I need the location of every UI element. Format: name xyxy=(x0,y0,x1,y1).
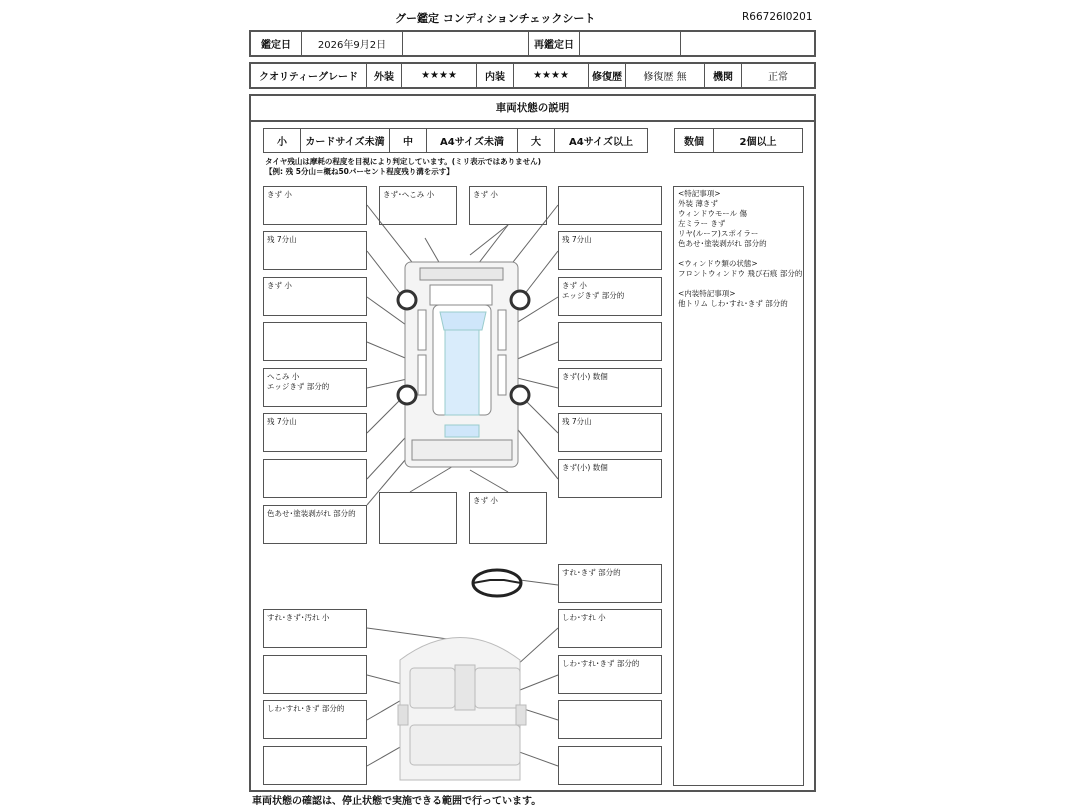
interior-label: 内装 xyxy=(477,63,514,88)
interior-note-item: 他トリム しわ･すれ･きず 部分的 xyxy=(678,299,788,308)
sheet-title: グー鑑定 コンディションチェックシート xyxy=(395,12,596,25)
interior-box-right-3 xyxy=(558,700,662,739)
special-note-item: 色あせ･塗装剥がれ 部分的 xyxy=(678,239,767,248)
damage-box-right-3: きず 小 エッジきず 部分的 xyxy=(558,277,662,316)
interior-box-right-4 xyxy=(558,746,662,785)
tire-box-front-right: 残 7分山 xyxy=(558,231,662,270)
interior-notes-header: <内装特記事項> xyxy=(678,289,736,298)
legend-medium-desc: A4サイズ未満 xyxy=(427,129,518,153)
special-notes-header: <特記事項> xyxy=(678,189,721,198)
legend-small: 小 xyxy=(264,129,301,153)
legend-large-desc: A4サイズ以上 xyxy=(555,129,648,153)
damage-box-right-5: きず(小) 数個 xyxy=(558,368,662,407)
tire-note-line-2: 【例: 残 5分山＝概ね50パーセント程度残り溝を示す】 xyxy=(265,167,454,176)
tire-box-rear-right: 残 7分山 xyxy=(558,413,662,452)
damage-box-front-far-right xyxy=(558,186,662,225)
interior-stars: ★★★★ xyxy=(514,63,589,88)
damage-box-front-center: きず･へこみ 小 xyxy=(379,186,457,225)
damage-box-left-5: へこみ 小 エッジきず 部分的 xyxy=(263,368,367,407)
exterior-stars: ★★★★ xyxy=(402,63,477,88)
tire-box-rear-left: 残 7分山 xyxy=(263,413,367,452)
footer-note: 車両状態の確認は、停止状態で実施できる範囲で行っています。 xyxy=(252,796,542,807)
legend-large: 大 xyxy=(518,129,555,153)
damage-box-right-7: きず(小) 数個 xyxy=(558,459,662,498)
repair-history-value: 修復歴 無 xyxy=(626,63,705,88)
legend-count-desc: 2個以上 xyxy=(714,129,803,153)
appraisal-date-value: 2026年9月2日 xyxy=(302,31,403,56)
section-title: 車両状態の説明 xyxy=(251,96,814,122)
appraisal-date-label: 鑑定日 xyxy=(250,31,302,56)
engine-label: 機関 xyxy=(705,63,742,88)
special-notes-panel xyxy=(673,186,804,786)
damage-box-rear-left: 色あせ･塗装剥がれ 部分的 xyxy=(263,505,367,544)
damage-box-rear-center-right: きず 小 xyxy=(469,492,547,544)
interior-box-left-2 xyxy=(263,655,367,694)
damage-box-front-left: きず 小 xyxy=(263,186,367,225)
special-note-item: 外装 薄きず xyxy=(678,199,718,208)
steering-wheel-icon xyxy=(473,570,521,596)
damage-box-left-4 xyxy=(263,322,367,361)
interior-box-left-4 xyxy=(263,746,367,785)
exterior-label: 外装 xyxy=(367,63,402,88)
damage-box-rear-center-left xyxy=(379,492,457,544)
interior-box-right-1: しわ･すれ 小 xyxy=(558,609,662,648)
reappraisal-date-label: 再鑑定日 xyxy=(529,31,580,56)
document-number: R66726I0201 xyxy=(742,11,813,23)
damage-box-right-4 xyxy=(558,322,662,361)
special-note-item: 左ミラー きず xyxy=(678,219,726,228)
damage-box-front-right: きず 小 xyxy=(469,186,547,225)
legend-count: 数個 xyxy=(675,129,714,153)
interior-box-left-3: しわ･すれ･きず 部分的 xyxy=(263,700,367,739)
interior-box-left-1: すれ･きず･汚れ 小 xyxy=(263,609,367,648)
car-exterior-topview xyxy=(405,262,518,467)
legend-medium: 中 xyxy=(390,129,427,153)
window-notes-header: <ウィンドウ類の状態> xyxy=(678,259,758,268)
special-note-item: リヤ(ルーフ)スポイラー xyxy=(678,229,759,238)
special-note-item: ウィンドウモール 傷 xyxy=(678,209,747,218)
window-note-item: フロントウィンドウ 飛び石痕 部分的 xyxy=(678,269,803,278)
tire-box-front-left: 残 7分山 xyxy=(263,231,367,270)
legend-small-desc: カードサイズ未満 xyxy=(301,129,390,153)
steering-box: すれ･きず 部分的 xyxy=(558,564,662,603)
tire-note-line-1: タイヤ残山は摩耗の程度を目視により判定しています。(ミリ表示ではありません) xyxy=(265,157,542,166)
car-interior-layout xyxy=(398,638,526,781)
damage-box-left-3: きず 小 xyxy=(263,277,367,316)
engine-value: 正常 xyxy=(742,63,816,88)
repair-history-label: 修復歴 xyxy=(589,63,626,88)
damage-box-left-7 xyxy=(263,459,367,498)
interior-box-right-2: しわ･すれ･きず 部分的 xyxy=(558,655,662,694)
quality-grade-label: クオリティーグレード xyxy=(250,63,367,88)
